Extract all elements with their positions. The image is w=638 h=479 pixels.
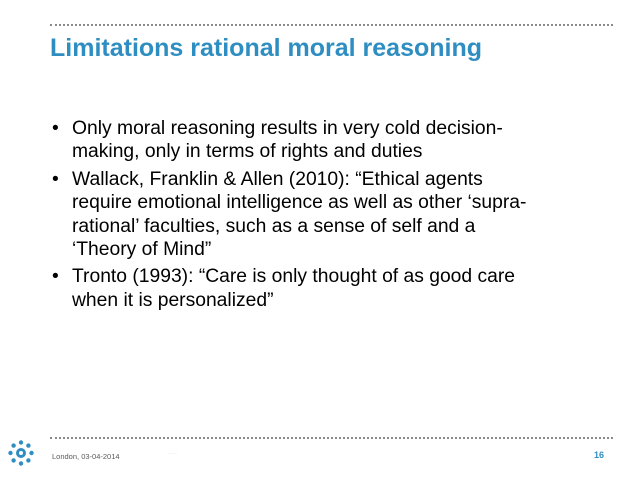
footer-location-date: London, 03-04-2014	[52, 452, 120, 461]
bullet-list	[52, 117, 592, 316]
bullet-line: rational’ faculties, such as a sense of self and a	[72, 215, 476, 237]
bullet-marker: •	[52, 266, 59, 288]
bullet-line: Tronto (1993): “Care is only thought of as good care	[72, 266, 515, 288]
page-number: 16	[594, 450, 605, 460]
bullet-marker: •	[52, 118, 59, 139]
dotted-circle-logo-icon	[8, 440, 34, 466]
bullet-line: when it is personalized”	[72, 289, 274, 311]
bullet-line: Only moral reasoning results in very cold decision-	[72, 118, 503, 139]
bullet-line: ‘Theory of Mind”	[72, 239, 212, 261]
bullet-line: Wallack, Franklin & Allen (2010): “Ethical agents	[72, 168, 483, 190]
top-divider	[50, 24, 613, 26]
bottom-divider	[50, 437, 613, 439]
slide-title: Limitations rational moral reasoning	[50, 34, 483, 62]
bullet-item	[52, 168, 592, 262]
bullet-item	[52, 117, 592, 164]
bullet-line: require emotional intelligence as well as other ‘supra-	[72, 192, 527, 214]
bullet-line: making, only in terms of rights and duties	[72, 141, 423, 163]
bullet-marker: •	[52, 168, 59, 190]
bullet-item	[52, 265, 592, 312]
footer-tiny-note: ·········	[168, 451, 177, 455]
